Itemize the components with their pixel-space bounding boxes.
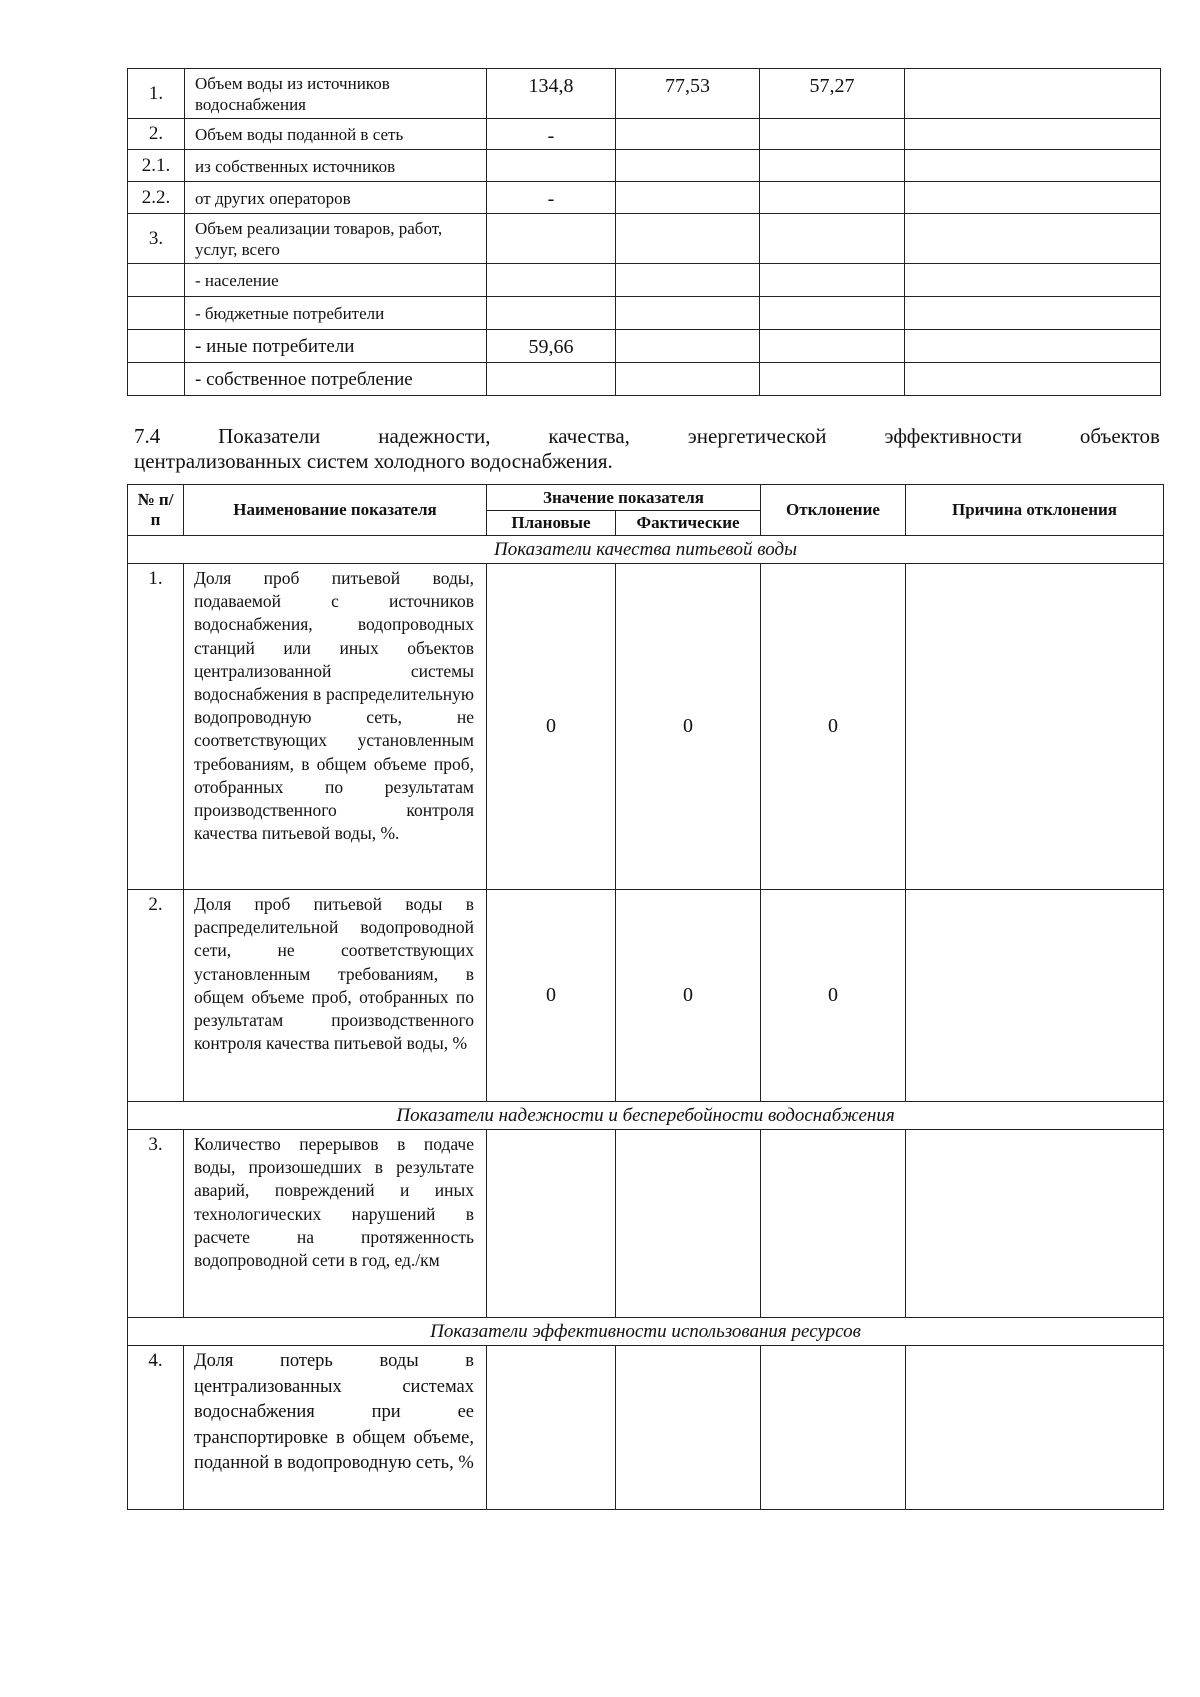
row-number: 3. (128, 1130, 184, 1318)
reason-value (906, 1130, 1164, 1318)
deviation-value (760, 363, 905, 396)
reason-value (905, 150, 1161, 182)
row-number: 2.1. (128, 150, 185, 182)
fact-value (616, 297, 760, 330)
deviation-value (761, 1346, 906, 1510)
section-row (128, 1102, 1164, 1130)
deviation-value (760, 330, 905, 363)
deviation-value: 57,27 (760, 69, 905, 119)
section-title: Показатели надежности и бесперебойности водоснабжения (128, 1102, 1164, 1130)
heading-word: Показатели (218, 424, 321, 448)
deviation-value: 0 (761, 564, 906, 890)
plan-value (487, 264, 616, 297)
table-row (128, 297, 1161, 330)
table-row (128, 264, 1161, 297)
deviation-value (760, 297, 905, 330)
indicator-name: Доля проб питьевой воды, подаваемой с источников водоснабжения, водопроводных станций или иных объектов централизованной системы водоснабжения в распределительную водопроводную сеть, не соответствующих установленным требованиям, в общем объеме проб, отобранных по результатам производственного контроля качества питьевой воды, %. (184, 564, 487, 890)
fact-value: 0 (616, 890, 761, 1102)
plan-value (487, 150, 616, 182)
fact-value (616, 264, 760, 297)
header-num: № п/п (128, 485, 184, 536)
indicator-name: - собственное потребление (185, 363, 487, 396)
plan-value: - (487, 119, 616, 150)
header-reason: Причина отклонения (906, 485, 1164, 536)
indicator-name: из собственных источников (185, 150, 487, 182)
reason-value (906, 564, 1164, 890)
row-number (128, 297, 185, 330)
fact-value (616, 182, 760, 214)
table-row (128, 890, 1164, 1102)
plan-value (487, 363, 616, 396)
table-row (128, 214, 1161, 264)
indicator-name: - бюджетные потребители (185, 297, 487, 330)
row-number: 1. (128, 69, 185, 119)
heading-word: объектов (1079, 424, 1160, 448)
row-number (128, 264, 185, 297)
fact-value (616, 1346, 761, 1510)
plan-value (487, 297, 616, 330)
fact-value (616, 150, 760, 182)
row-number: 1. (128, 564, 184, 890)
indicator-name: Доля проб питьевой воды в распределительной водопроводной сети, не соответствующих установленным требованиям, в общем объеме проб, отобранных по результатам производственного контроля качества питьевой воды, % (184, 890, 487, 1102)
header-row (128, 485, 1164, 511)
header-value-group: Значение показателя (487, 485, 761, 511)
section-title: Показатели качества питьевой воды (128, 536, 1164, 564)
indicator-name: Объем воды поданной в сеть (185, 119, 487, 150)
plan-value (487, 1346, 616, 1510)
header-fact: Фактические (616, 511, 761, 536)
section-title: Показатели эффективности использования ресурсов (128, 1318, 1164, 1346)
deviation-value (760, 264, 905, 297)
plan-value: 0 (487, 890, 616, 1102)
row-number (128, 363, 185, 396)
indicator-name: от других операторов (185, 182, 487, 214)
indicator-name: Доля потерь воды в централизованных системах водоснабжения при ее транспортировке в общем объеме, поданной в водопроводную сеть, % (184, 1346, 487, 1510)
indicator-name: Количество перерывов в подаче воды, произошедших в результате аварий, повреждений и иных технологических нарушений в расчете на протяженность водопроводной сети в год, ед./км (184, 1130, 487, 1318)
reason-value (905, 363, 1161, 396)
reason-value (905, 297, 1161, 330)
plan-value (487, 214, 616, 264)
row-number (128, 330, 185, 363)
table-row (128, 150, 1161, 182)
indicator-name: Объем воды из источников водоснабжения (185, 69, 487, 119)
fact-value (616, 119, 760, 150)
heading-word: качества, (548, 424, 630, 448)
plan-value: 134,8 (487, 69, 616, 119)
section-row (128, 536, 1164, 564)
table-row (128, 69, 1161, 119)
table-row (128, 564, 1164, 890)
reason-value (905, 182, 1161, 214)
plan-value (487, 1130, 616, 1318)
fact-value (616, 363, 760, 396)
reason-value (905, 119, 1161, 150)
plan-value: 59,66 (487, 330, 616, 363)
fact-value (616, 214, 760, 264)
fact-value: 0 (616, 564, 761, 890)
heading-line-2: централизованных систем холодного водоснабжения. (134, 449, 613, 473)
header-plan: Плановые (487, 511, 616, 536)
plan-value: 0 (487, 564, 616, 890)
table-row (128, 1130, 1164, 1318)
table-row (128, 119, 1161, 150)
deviation-value: 0 (761, 890, 906, 1102)
heading-word: надежности, (378, 424, 491, 448)
deviation-value (760, 150, 905, 182)
plan-value: - (487, 182, 616, 214)
deviation-value (761, 1130, 906, 1318)
section-row (128, 1318, 1164, 1346)
fact-value (616, 1130, 761, 1318)
heading-word: эффективности (884, 424, 1022, 448)
indicators-table (127, 484, 1164, 1510)
row-number: 4. (128, 1346, 184, 1510)
section-heading (134, 424, 1160, 474)
row-number: 2.2. (128, 182, 185, 214)
row-number: 3. (128, 214, 185, 264)
header-name: Наименование показателя (184, 485, 487, 536)
heading-line-1 (134, 424, 1160, 449)
heading-number: 7.4 (134, 424, 161, 448)
fact-value: 77,53 (616, 69, 760, 119)
deviation-value (760, 182, 905, 214)
reason-value (905, 214, 1161, 264)
row-number: 2. (128, 890, 184, 1102)
table-row (128, 182, 1161, 214)
indicator-name: Объем реализации товаров, работ, услуг, всего (185, 214, 487, 264)
table-row (128, 363, 1161, 396)
deviation-value (760, 214, 905, 264)
reason-value (905, 330, 1161, 363)
reason-value (905, 264, 1161, 297)
fact-value (616, 330, 760, 363)
table-row (128, 1346, 1164, 1510)
reason-value (906, 890, 1164, 1102)
table-row (128, 330, 1161, 363)
header-deviation: Отклонение (761, 485, 906, 536)
heading-word: энергетической (687, 424, 827, 448)
reason-value (906, 1346, 1164, 1510)
deviation-value (760, 119, 905, 150)
row-number: 2. (128, 119, 185, 150)
water-volume-table (127, 68, 1161, 396)
reason-value (905, 69, 1161, 119)
indicator-name: - население (185, 264, 487, 297)
indicator-name: - иные потребители (185, 330, 487, 363)
